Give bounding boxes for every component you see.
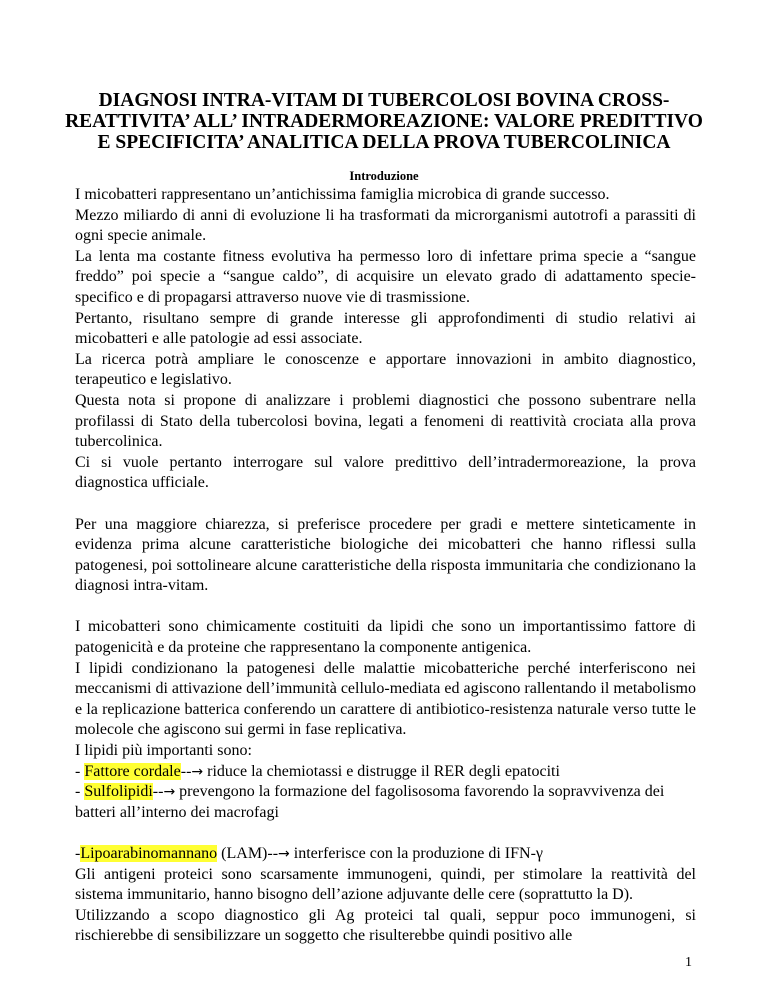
lipid-item-sulfolipidi: [75, 782, 696, 823]
paragraph: Per una maggiore chiarezza, si preferisce procedere per gradi e mettere sinteticamente in evidenza prima alcune caratteristiche biologiche dei micobatteri che hanno riflessi sulla patogenesi, poi sottolineare alcune caratteristiche della risposta immunitaria che condizionano la diagnosi intra-vitam.: [75, 515, 696, 595]
arrow-right-icon: →: [163, 784, 176, 801]
list-bullet: -: [75, 762, 85, 780]
dash: --: [152, 783, 164, 801]
section-heading-introduzione: Introduzione: [349, 169, 419, 183]
paragraph: Pertanto, risultano sempre di grande interesse gli approfondimenti di studio relativi ai micobatteri e alle patologie ad essi associate.: [75, 309, 696, 348]
paragraph: Mezzo miliardo di anni di evoluzione li ha trasformati da microrganismi autotrofi a parassiti di ogni specie animale.: [75, 206, 696, 245]
lipid-item-fattore-cordale: [75, 762, 696, 783]
list-bullet: -: [75, 783, 85, 801]
document-body: [75, 185, 696, 947]
dash: --: [180, 762, 192, 780]
highlighted-term: Sulfolipidi: [84, 783, 153, 801]
paragraph: Utilizzando a scopo diagnostico gli Ag proteici tal quali, seppur poco immunogeni, si rischierebbe di sensibilizzare un soggetto che risulterebbe quindi positivo alle: [75, 906, 696, 945]
paragraph: I lipidi più importanti sono:: [75, 742, 252, 760]
document-title: DIAGNOSI INTRA-VITAM DI TUBERCOLOSI BOVINA CROSS-REATTIVITA’ ALL’ INTRADERMOREAZIONE: VALORE PREDITTIVO E SPECIFICITA’ ANALITICA DELLA PROVA TUBERCOLINICA: [65, 90, 703, 153]
paragraph: Questa nota si propone di analizzare i problemi diagnostici che possono subentrare nella profilassi di Stato della tubercolosi bovina, legati a fenomeni di reattività crociata alla prova tubercolinica.: [75, 391, 696, 451]
lipid-description: prevengono la formazione del fagolisosoma favorendo la sopravvivenza dei batteri all’interno dei macrofagi: [75, 783, 665, 821]
arrow-right-icon: →: [191, 763, 204, 780]
arrow-right-icon: →: [278, 846, 290, 862]
paragraph: Ci si vuole pertanto interrogare sul valore predittivo dell’intradermoreazione, la prova diagnostica ufficiale.: [75, 453, 696, 492]
highlighted-term: Lipoarabinomannano: [80, 845, 218, 862]
paragraph: I lipidi condizionano la patogenesi delle malattie micobatteriche perché interferiscono nei meccanismi di attivazione dell’immunità cellulo-mediata ed agiscono rallentando il metabolismo e la replicazione batterica conferendo un carattere di antibiotico-resistenza naturale verso tutte le molecole che agiscono sui germi in fase replicativa.: [75, 659, 696, 739]
lipid-item-lipoarabinomannano: [75, 844, 696, 865]
paragraph: I micobatteri rappresentano un’antichissima famiglia microbica di grande successo.: [75, 186, 610, 203]
paragraph: La lenta ma costante fitness evolutiva ha permesso loro di infettare prima specie a “sangue freddo” poi specie a “sangue caldo”, di acquisire un elevato grado di adattamento specie-specifico e di propagarsi attraverso nuove vie di trasmissione.: [75, 247, 696, 306]
highlighted-term: Fattore cordale: [84, 762, 181, 780]
list-bullet: -: [75, 845, 81, 862]
page-number: 1: [685, 955, 692, 970]
lipid-description: riduce la chemiotassi e distrugge il RER degli epatociti: [203, 762, 560, 780]
lipid-abbreviation: (LAM)--: [217, 845, 279, 862]
lipid-description: interferisce con la produzione di IFN-γ: [289, 845, 543, 862]
paragraph: La ricerca potrà ampliare le conoscenze e apportare innovazioni in ambito diagnostico, terapeutico e legislativo.: [75, 350, 696, 389]
paragraph: Gli antigeni proteici sono scarsamente immunogeni, quindi, per stimolare la reattività del sistema immunitario, hanno bisogno dell’azione adjuvante delle cere (soprattutto la D).: [75, 865, 696, 904]
paragraph: I micobatteri sono chimicamente costituiti da lipidi che sono un importantissimo fattore di patogenicità e da proteine che rappresentano la componente antigenica.: [75, 618, 696, 657]
